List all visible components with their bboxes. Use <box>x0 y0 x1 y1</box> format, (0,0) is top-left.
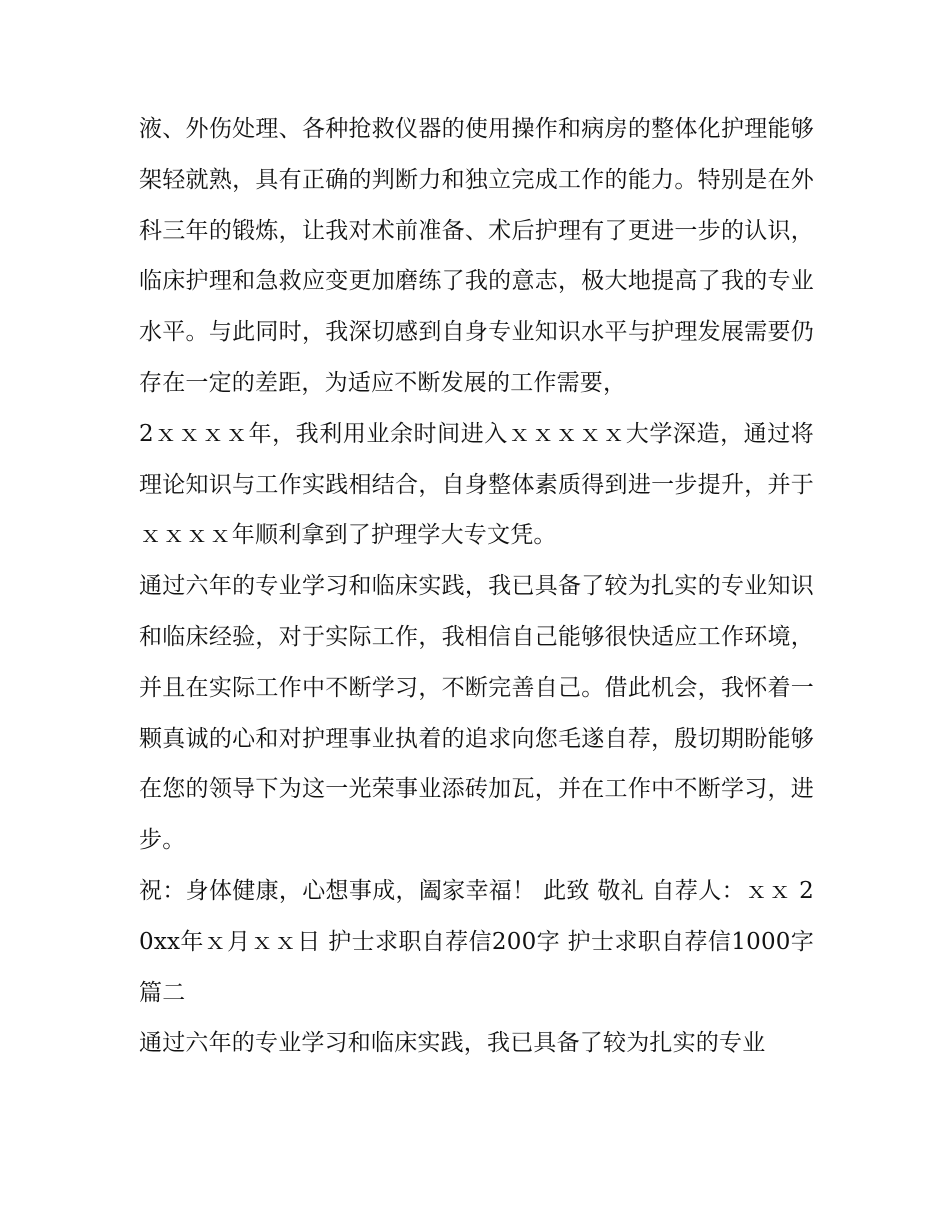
paragraph-closing: 祝：身体健康，心想事成，阖家幸福！ 此致 敬礼 自荐人：ｘｘ 20xx年ｘ月ｘｘ日 护士求职自荐信200字 护士求职自荐信1000字篇二 <box>139 877 814 1006</box>
paragraph-self-recommendation: 通过六年的专业学习和临床实践，我已具备了较为扎实的专业知识和临床经验，对于实际工作，我相信自己能够很快适应工作环境，并且在实际工作中不断学习，不断完善自己。借此机会，我怀着一颗真诚的心和对护理事业执着的追求向您毛遂自荐，殷切期盼能够在您的领导下为这一光荣事业添砖加瓦，并在工作中不断学习，进步。 <box>139 573 814 854</box>
paragraph-second-letter-start: 通过六年的专业学习和临床实践，我已具备了较为扎实的专业 <box>139 1030 766 1057</box>
letter-body <box>139 104 814 1069</box>
paragraph-work-experience: 液、外伤处理、各种抢救仪器的使用操作和病房的整体化护理能够架轻就熟，具有正确的判断力和独立完成工作的能力。特别是在外科三年的锻炼，让我对术前准备、术后护理有了更进一步的认识，临床护理和急救应变更加磨练了我的意志，极大地提高了我的专业水平。与此同时，我深切感到自身专业知识水平与护理发展需要仍存在一定的差距，为适应不断发展的工作需要， <box>139 116 814 396</box>
paragraph-further-study: 2ｘｘｘｘ年，我利用业余时间进入ｘｘｘｘｘ大学深造，通过将理论知识与工作实践相结合，自身整体素质得到进一步提升，并于ｘｘｘｘ年顺利拿到了护理学大专文凭。 <box>139 420 814 549</box>
